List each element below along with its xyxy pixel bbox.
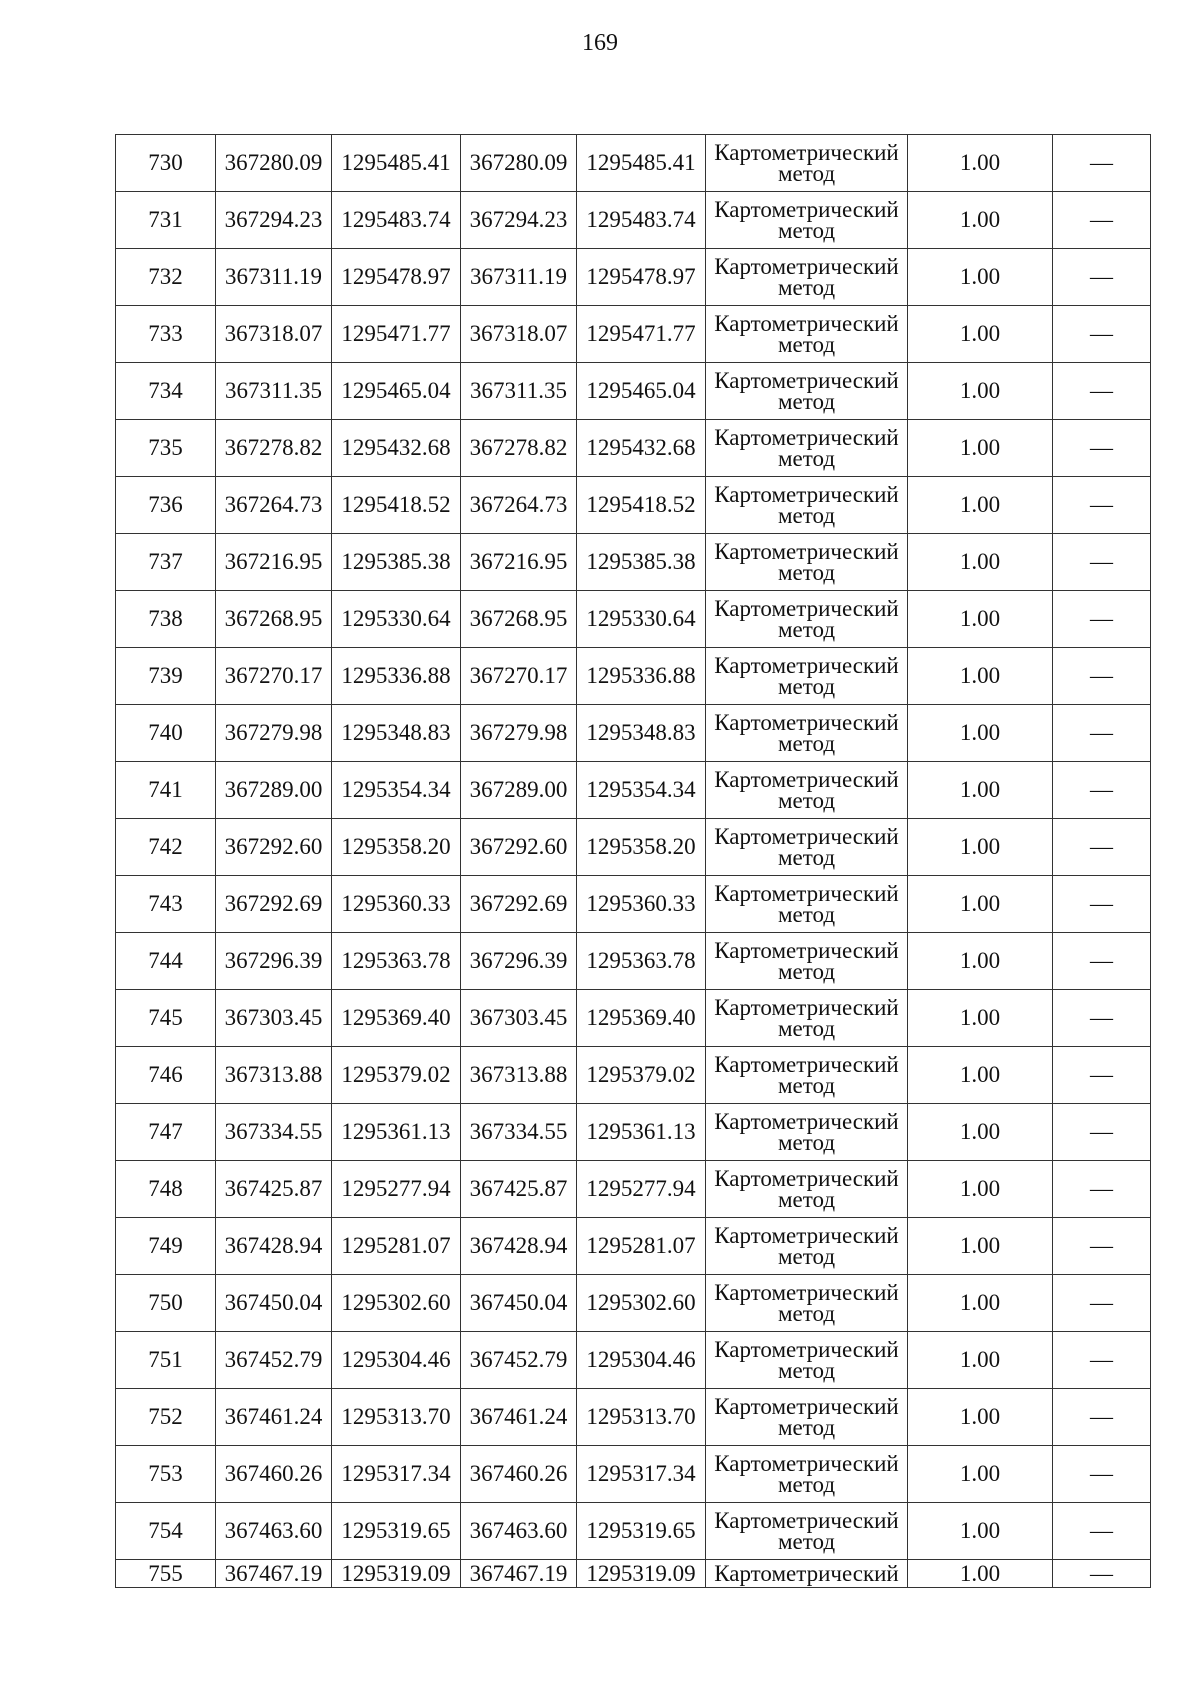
x-refined-cell: 367311.19 (461, 249, 577, 306)
method-line-1: Картометрический (714, 311, 899, 336)
y-existing-cell: 1295336.88 (332, 648, 461, 705)
y-refined-cell: 1295277.94 (577, 1161, 706, 1218)
method-cell (706, 135, 908, 192)
x-refined-cell: 367463.60 (461, 1503, 577, 1560)
accuracy-cell: 1.00 (908, 591, 1053, 648)
method-line-1: Картометрический (714, 1052, 899, 1077)
point-number-cell: 732 (116, 249, 216, 306)
method-line-2: метод (777, 845, 836, 870)
method-line-2: метод (777, 560, 836, 585)
point-number-cell: 734 (116, 363, 216, 420)
y-refined-cell: 1295478.97 (577, 249, 706, 306)
note-cell: — (1053, 762, 1151, 819)
accuracy-cell: 1.00 (908, 534, 1053, 591)
point-number-cell: 730 (116, 135, 216, 192)
method-line-1: Картометрический (714, 197, 899, 222)
method-line-1: Картометрический (714, 881, 899, 906)
note-cell: — (1053, 534, 1151, 591)
method-line-1: Картометрический (714, 653, 899, 678)
table-row (116, 705, 1151, 762)
table-row (116, 1275, 1151, 1332)
y-existing-cell: 1295471.77 (332, 306, 461, 363)
y-existing-cell: 1295418.52 (332, 477, 461, 534)
method-cell (706, 1104, 908, 1161)
x-existing-cell: 367452.79 (216, 1332, 332, 1389)
y-refined-cell: 1295330.64 (577, 591, 706, 648)
accuracy-cell: 1.00 (908, 990, 1053, 1047)
x-existing-cell: 367461.24 (216, 1389, 332, 1446)
method-cell (706, 306, 908, 363)
point-number-cell: 740 (116, 705, 216, 762)
y-existing-cell: 1295302.60 (332, 1275, 461, 1332)
point-number-cell: 754 (116, 1503, 216, 1560)
method-line-1: Картометрический (714, 1109, 899, 1134)
table-body (116, 135, 1151, 1588)
method-cell (706, 933, 908, 990)
method-line-1: Картометрический (714, 1223, 899, 1248)
accuracy-cell: 1.00 (908, 1047, 1053, 1104)
point-number-cell: 742 (116, 819, 216, 876)
accuracy-cell: 1.00 (908, 1104, 1053, 1161)
accuracy-cell: 1.00 (908, 1161, 1053, 1218)
method-line-2: метод (777, 1244, 836, 1269)
x-existing-cell: 367292.69 (216, 876, 332, 933)
note-cell: — (1053, 1104, 1151, 1161)
y-refined-cell: 1295336.88 (577, 648, 706, 705)
method-line-2: метод (777, 503, 836, 528)
method-line-1: Картометрический (714, 1394, 899, 1419)
method-line-1: Картометрический (714, 368, 899, 393)
method-cell (706, 420, 908, 477)
x-refined-cell: 367467.19 (461, 1560, 577, 1588)
accuracy-cell: 1.00 (908, 876, 1053, 933)
note-cell: — (1053, 1218, 1151, 1275)
x-existing-cell: 367463.60 (216, 1503, 332, 1560)
y-existing-cell: 1295361.13 (332, 1104, 461, 1161)
table-row (116, 648, 1151, 705)
method-cell (706, 1389, 908, 1446)
note-cell: — (1053, 1332, 1151, 1389)
note-cell: — (1053, 933, 1151, 990)
y-existing-cell: 1295317.34 (332, 1446, 461, 1503)
table-row (116, 306, 1151, 363)
method-line-2: метод (777, 1130, 836, 1155)
x-refined-cell: 367292.60 (461, 819, 577, 876)
method-line-1: Картометрический (714, 938, 899, 963)
method-line-1: Картометрический (714, 710, 899, 735)
method-cell (706, 876, 908, 933)
x-existing-cell: 367296.39 (216, 933, 332, 990)
method-line-1: Картометрический (714, 824, 899, 849)
y-existing-cell: 1295277.94 (332, 1161, 461, 1218)
method-cell (706, 534, 908, 591)
table-row (116, 1332, 1151, 1389)
method-cell (706, 192, 908, 249)
accuracy-cell: 1.00 (908, 135, 1053, 192)
x-existing-cell: 367313.88 (216, 1047, 332, 1104)
x-existing-cell: 367289.00 (216, 762, 332, 819)
point-number-cell: 753 (116, 1446, 216, 1503)
table-row (116, 420, 1151, 477)
method-cell (706, 1275, 908, 1332)
method-line-2: метод (777, 1529, 836, 1554)
x-refined-cell: 367461.24 (461, 1389, 577, 1446)
note-cell: — (1053, 249, 1151, 306)
accuracy-cell: 1.00 (908, 819, 1053, 876)
table-row (116, 1104, 1151, 1161)
accuracy-cell: 1.00 (908, 1446, 1053, 1503)
point-number-cell: 741 (116, 762, 216, 819)
y-refined-cell: 1295313.70 (577, 1389, 706, 1446)
method-cell (706, 1560, 908, 1588)
x-existing-cell: 367279.98 (216, 705, 332, 762)
method-cell (706, 249, 908, 306)
table-row (116, 1218, 1151, 1275)
y-refined-cell: 1295354.34 (577, 762, 706, 819)
method-line-2: метод (777, 902, 836, 927)
method-line-2: метод (777, 617, 836, 642)
method-cell (706, 591, 908, 648)
y-refined-cell: 1295302.60 (577, 1275, 706, 1332)
point-number-cell: 736 (116, 477, 216, 534)
accuracy-cell: 1.00 (908, 762, 1053, 819)
x-refined-cell: 367296.39 (461, 933, 577, 990)
method-cell (706, 1218, 908, 1275)
point-number-cell: 755 (116, 1560, 216, 1588)
point-number-cell: 746 (116, 1047, 216, 1104)
point-number-cell: 745 (116, 990, 216, 1047)
accuracy-cell: 1.00 (908, 1332, 1053, 1389)
x-refined-cell: 367294.23 (461, 192, 577, 249)
y-existing-cell: 1295363.78 (332, 933, 461, 990)
accuracy-cell: 1.00 (908, 306, 1053, 363)
method-line-2: метод (777, 1358, 836, 1383)
point-number-cell: 731 (116, 192, 216, 249)
method-line-2: метод (777, 161, 836, 186)
note-cell: — (1053, 648, 1151, 705)
x-refined-cell: 367268.95 (461, 591, 577, 648)
method-cell (706, 648, 908, 705)
method-cell (706, 1047, 908, 1104)
y-existing-cell: 1295465.04 (332, 363, 461, 420)
x-refined-cell: 367313.88 (461, 1047, 577, 1104)
x-refined-cell: 367270.17 (461, 648, 577, 705)
x-existing-cell: 367270.17 (216, 648, 332, 705)
accuracy-cell: 1.00 (908, 1560, 1053, 1588)
note-cell: — (1053, 192, 1151, 249)
method-line-2: метод (777, 389, 836, 414)
y-existing-cell: 1295304.46 (332, 1332, 461, 1389)
y-existing-cell: 1295354.34 (332, 762, 461, 819)
accuracy-cell: 1.00 (908, 420, 1053, 477)
table-row (116, 876, 1151, 933)
table-row (116, 990, 1151, 1047)
method-line-1: Картометрический (714, 539, 899, 564)
y-refined-cell: 1295319.09 (577, 1560, 706, 1588)
method-cell (706, 363, 908, 420)
accuracy-cell: 1.00 (908, 1389, 1053, 1446)
method-cell (706, 705, 908, 762)
accuracy-cell: 1.00 (908, 705, 1053, 762)
x-existing-cell: 367311.35 (216, 363, 332, 420)
y-refined-cell: 1295319.65 (577, 1503, 706, 1560)
x-refined-cell: 367289.00 (461, 762, 577, 819)
note-cell: — (1053, 819, 1151, 876)
x-refined-cell: 367279.98 (461, 705, 577, 762)
y-refined-cell: 1295379.02 (577, 1047, 706, 1104)
table-row (116, 192, 1151, 249)
x-refined-cell: 367452.79 (461, 1332, 577, 1389)
x-existing-cell: 367334.55 (216, 1104, 332, 1161)
table-row (116, 1161, 1151, 1218)
method-line-1: Картометрический (714, 767, 899, 792)
method-cell (706, 819, 908, 876)
point-number-cell: 747 (116, 1104, 216, 1161)
method-line-2: метод (777, 674, 836, 699)
y-refined-cell: 1295385.38 (577, 534, 706, 591)
method-cell (706, 1332, 908, 1389)
x-existing-cell: 367311.19 (216, 249, 332, 306)
y-existing-cell: 1295281.07 (332, 1218, 461, 1275)
x-refined-cell: 367460.26 (461, 1446, 577, 1503)
y-refined-cell: 1295317.34 (577, 1446, 706, 1503)
x-existing-cell: 367264.73 (216, 477, 332, 534)
point-number-cell: 750 (116, 1275, 216, 1332)
method-line-1: Картометрический (714, 1337, 899, 1362)
method-line-1: Картометрический (714, 1166, 899, 1191)
x-refined-cell: 367318.07 (461, 306, 577, 363)
note-cell: — (1053, 1275, 1151, 1332)
x-refined-cell: 367292.69 (461, 876, 577, 933)
method-line-2: метод (777, 731, 836, 756)
method-cell (706, 1446, 908, 1503)
note-cell: — (1053, 876, 1151, 933)
table-row (116, 762, 1151, 819)
point-number-cell: 749 (116, 1218, 216, 1275)
method-line-2: метод (777, 959, 836, 984)
x-existing-cell: 367292.60 (216, 819, 332, 876)
accuracy-cell: 1.00 (908, 192, 1053, 249)
point-number-cell: 733 (116, 306, 216, 363)
x-refined-cell: 367334.55 (461, 1104, 577, 1161)
method-line-1: Картометрический (714, 1561, 899, 1586)
note-cell: — (1053, 363, 1151, 420)
y-existing-cell: 1295319.09 (332, 1560, 461, 1588)
note-cell: — (1053, 135, 1151, 192)
y-refined-cell: 1295348.83 (577, 705, 706, 762)
table-row (116, 591, 1151, 648)
table-row (116, 249, 1151, 306)
y-refined-cell: 1295304.46 (577, 1332, 706, 1389)
y-refined-cell: 1295418.52 (577, 477, 706, 534)
y-existing-cell: 1295358.20 (332, 819, 461, 876)
x-existing-cell: 367428.94 (216, 1218, 332, 1275)
y-refined-cell: 1295432.68 (577, 420, 706, 477)
method-line-2: метод (777, 1073, 836, 1098)
y-existing-cell: 1295319.65 (332, 1503, 461, 1560)
x-existing-cell: 367450.04 (216, 1275, 332, 1332)
table-row (116, 819, 1151, 876)
y-existing-cell: 1295369.40 (332, 990, 461, 1047)
y-refined-cell: 1295471.77 (577, 306, 706, 363)
table-row (116, 1047, 1151, 1104)
y-refined-cell: 1295465.04 (577, 363, 706, 420)
x-refined-cell: 367278.82 (461, 420, 577, 477)
table-row (116, 1446, 1151, 1503)
y-refined-cell: 1295363.78 (577, 933, 706, 990)
y-refined-cell: 1295281.07 (577, 1218, 706, 1275)
x-refined-cell: 367280.09 (461, 135, 577, 192)
x-refined-cell: 367311.35 (461, 363, 577, 420)
table-row (116, 1389, 1151, 1446)
method-line-2: метод (777, 1187, 836, 1212)
method-line-2: метод (777, 1472, 836, 1497)
x-existing-cell: 367294.23 (216, 192, 332, 249)
y-existing-cell: 1295485.41 (332, 135, 461, 192)
method-line-2: метод (777, 332, 836, 357)
method-cell (706, 477, 908, 534)
method-line-1: Картометрический (714, 254, 899, 279)
x-existing-cell: 367268.95 (216, 591, 332, 648)
table-row (116, 477, 1151, 534)
note-cell: — (1053, 1503, 1151, 1560)
x-existing-cell: 367216.95 (216, 534, 332, 591)
y-existing-cell: 1295385.38 (332, 534, 461, 591)
note-cell: — (1053, 1446, 1151, 1503)
note-cell: — (1053, 1161, 1151, 1218)
x-existing-cell: 367280.09 (216, 135, 332, 192)
table-row (116, 135, 1151, 192)
method-line-1: Картометрический (714, 1508, 899, 1533)
method-line-2: метод (777, 1016, 836, 1041)
accuracy-cell: 1.00 (908, 1503, 1053, 1560)
x-existing-cell: 367460.26 (216, 1446, 332, 1503)
y-refined-cell: 1295483.74 (577, 192, 706, 249)
x-refined-cell: 367216.95 (461, 534, 577, 591)
y-existing-cell: 1295432.68 (332, 420, 461, 477)
y-existing-cell: 1295379.02 (332, 1047, 461, 1104)
point-number-cell: 735 (116, 420, 216, 477)
y-refined-cell: 1295361.13 (577, 1104, 706, 1161)
table-row (116, 933, 1151, 990)
table-row (116, 534, 1151, 591)
x-refined-cell: 367428.94 (461, 1218, 577, 1275)
method-cell (706, 762, 908, 819)
y-existing-cell: 1295330.64 (332, 591, 461, 648)
table-row (116, 363, 1151, 420)
note-cell: — (1053, 990, 1151, 1047)
method-cell (706, 1503, 908, 1560)
accuracy-cell: 1.00 (908, 1218, 1053, 1275)
y-existing-cell: 1295348.83 (332, 705, 461, 762)
method-line-1: Картометрический (714, 1451, 899, 1476)
x-refined-cell: 367303.45 (461, 990, 577, 1047)
method-line-2: метод (777, 275, 836, 300)
x-refined-cell: 367425.87 (461, 1161, 577, 1218)
accuracy-cell: 1.00 (908, 363, 1053, 420)
table-row (116, 1503, 1151, 1560)
method-line-1: Картометрический (714, 425, 899, 450)
y-refined-cell: 1295369.40 (577, 990, 706, 1047)
point-number-cell: 743 (116, 876, 216, 933)
method-line-1: Картометрический (714, 596, 899, 621)
method-line-1: Картометрический (714, 1280, 899, 1305)
x-existing-cell: 367318.07 (216, 306, 332, 363)
note-cell: — (1053, 1560, 1151, 1588)
note-cell: — (1053, 477, 1151, 534)
y-refined-cell: 1295358.20 (577, 819, 706, 876)
page-number: 169 (582, 30, 618, 56)
y-refined-cell: 1295485.41 (577, 135, 706, 192)
method-line-2: метод (777, 1301, 836, 1326)
x-refined-cell: 367264.73 (461, 477, 577, 534)
method-line-1: Картометрический (714, 482, 899, 507)
accuracy-cell: 1.00 (908, 477, 1053, 534)
method-line-1: Картометрический (714, 995, 899, 1020)
y-existing-cell: 1295360.33 (332, 876, 461, 933)
x-existing-cell: 367467.19 (216, 1560, 332, 1588)
method-cell (706, 1161, 908, 1218)
note-cell: — (1053, 420, 1151, 477)
point-number-cell: 738 (116, 591, 216, 648)
point-number-cell: 739 (116, 648, 216, 705)
accuracy-cell: 1.00 (908, 1275, 1053, 1332)
method-line-2: метод (777, 218, 836, 243)
accuracy-cell: 1.00 (908, 933, 1053, 990)
point-number-cell: 752 (116, 1389, 216, 1446)
point-number-cell: 748 (116, 1161, 216, 1218)
point-number-cell: 737 (116, 534, 216, 591)
y-existing-cell: 1295478.97 (332, 249, 461, 306)
method-line-2: метод (777, 1415, 836, 1440)
coordinates-table (115, 134, 1151, 1588)
y-existing-cell: 1295313.70 (332, 1389, 461, 1446)
x-existing-cell: 367278.82 (216, 420, 332, 477)
note-cell: — (1053, 306, 1151, 363)
method-line-2: метод (777, 788, 836, 813)
method-line-2: метод (777, 446, 836, 471)
point-number-cell: 744 (116, 933, 216, 990)
note-cell: — (1053, 591, 1151, 648)
point-number-cell: 751 (116, 1332, 216, 1389)
note-cell: — (1053, 1047, 1151, 1104)
x-existing-cell: 367303.45 (216, 990, 332, 1047)
y-existing-cell: 1295483.74 (332, 192, 461, 249)
accuracy-cell: 1.00 (908, 648, 1053, 705)
accuracy-cell: 1.00 (908, 249, 1053, 306)
note-cell: — (1053, 1389, 1151, 1446)
method-line-1: Картометрический (714, 140, 899, 165)
x-refined-cell: 367450.04 (461, 1275, 577, 1332)
x-existing-cell: 367425.87 (216, 1161, 332, 1218)
method-cell (706, 990, 908, 1047)
note-cell: — (1053, 705, 1151, 762)
y-refined-cell: 1295360.33 (577, 876, 706, 933)
table-row (116, 1560, 1151, 1588)
